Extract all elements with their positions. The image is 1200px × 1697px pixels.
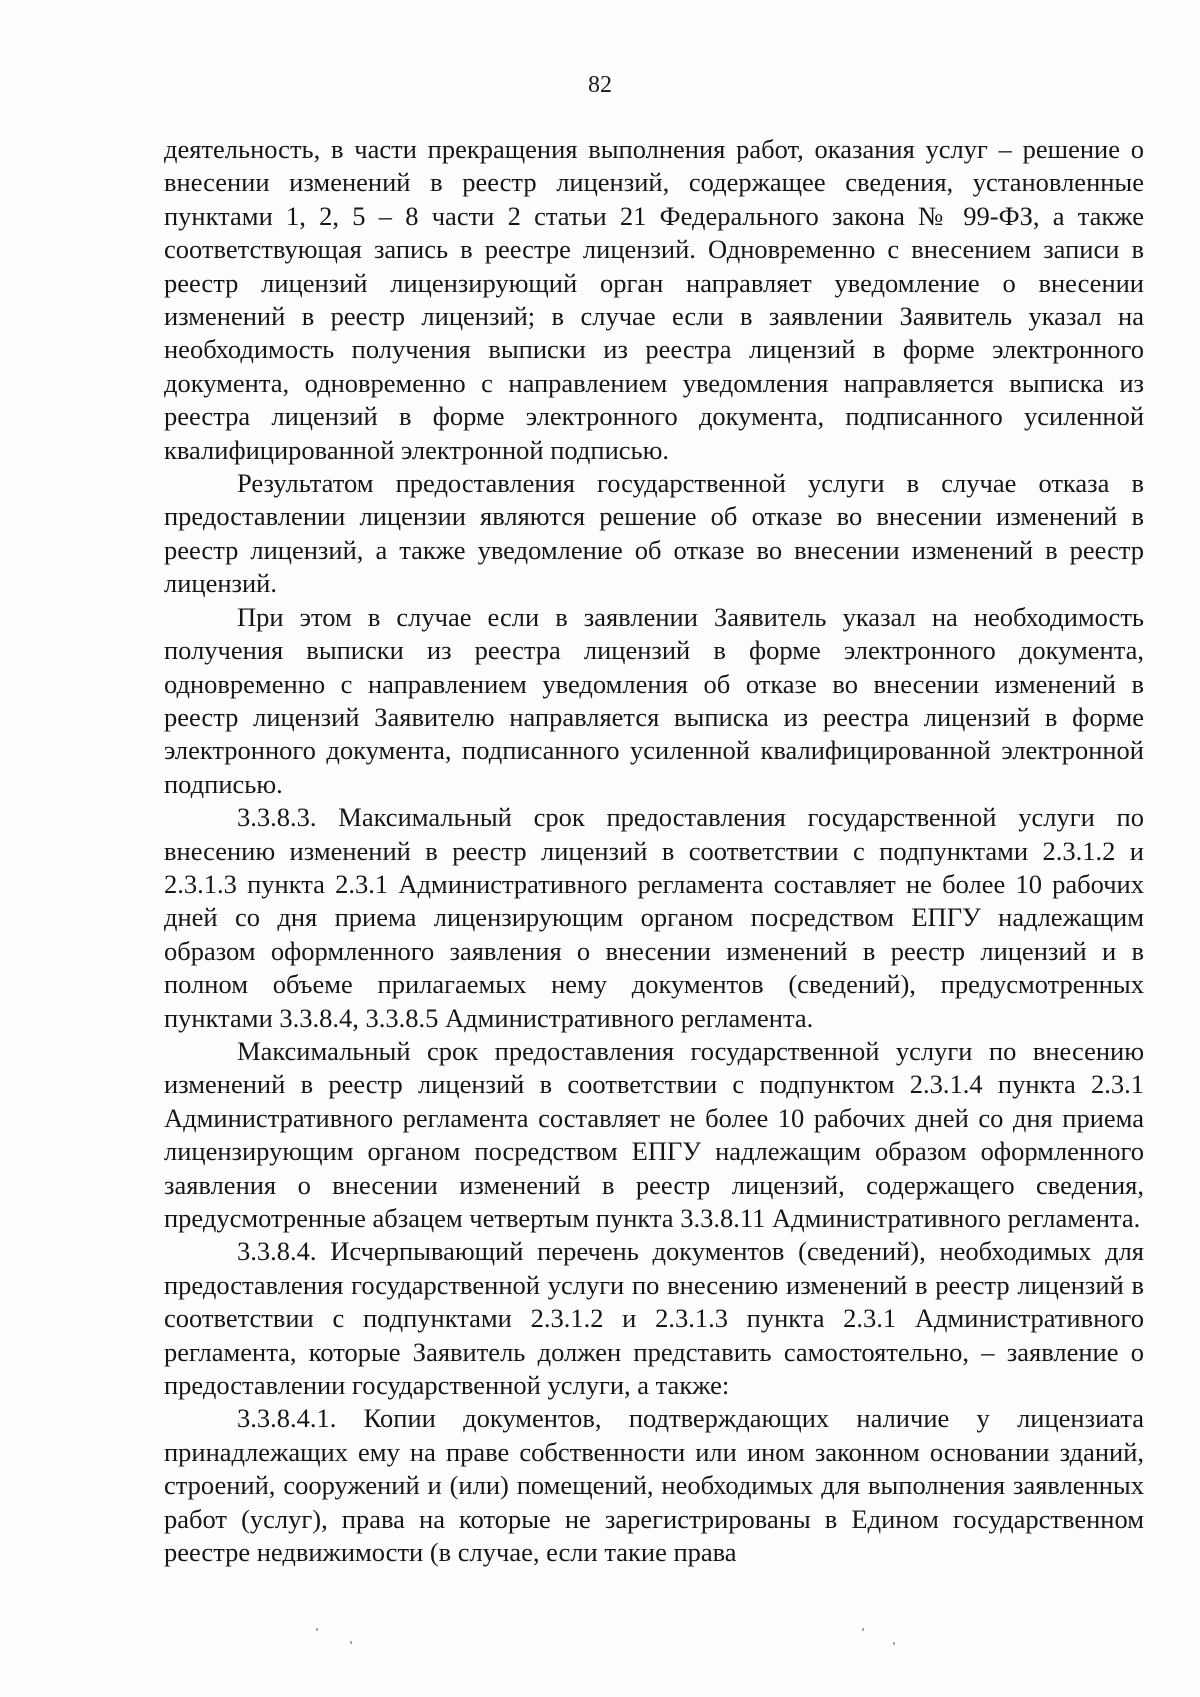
paragraph-1: деятельность, в части прекращения выполнения работ, оказания услуг – решение о внесении изменений в реестр лицензий, содержащее сведения, установленные пунктами 1, 2, 5 – 8 части 2 статьи 21 Федерального закона № 99-ФЗ, а также соответствующая запись в реестре лицензий. Одновременно с внесением записи в реестр лицензий лицензирующий орган направляет уведомление о внесении изменений в реестр лицензий; в случае если в заявлении Заявитель указал на необходимость получения выписки из реестра лицензий в форме электронного документа, одновременно с направлением уведомления направляется выписка из реестра лицензий в форме электронного документа, подписанного усиленной квалифицированной электронной подписью. [164,134,1144,465]
scan-speck [862,1628,864,1631]
scan-speck [350,1641,352,1644]
paragraph-7: 3.3.8.4.1. Копии документов, подтверждающих наличие у лицензиата принадлежащих ему на праве собственности или ином законном основании зданий, строений, сооружений и (или) помещений, необходимых для выполнения заявленных работ (услуг), права на которые не зарегистрированы в Едином государственном реестре недвижимости (в случае, если такие права [164,1403,1144,1568]
scan-speck [316,1628,318,1631]
paragraph-4: 3.3.8.3. Максимальный срок предоставления государственной услуги по внесению изменений в реестр лицензий в соответствии с подпунктами 2.3.1.2 и 2.3.1.3 пункта 2.3.1 Административного регламента составляет не более 10 рабочих дней со дня приема лицензирующим органом посредством ЕПГУ надлежащим образом оформленного заявления о внесении изменений в реестр лицензий и в полном объеме прилагаемых нему документов (сведений), предусмотренных пунктами 3.3.8.4, 3.3.8.5 Административного регламента. [164,802,1144,1033]
scan-speck [893,1642,895,1645]
document-body [164,133,1144,1569]
paragraph-6: 3.3.8.4. Исчерпывающий перечень документов (сведений), необходимых для предоставления государственной услуги по внесению изменений в реестр лицензий в соответствии с подпунктами 2.3.1.2 и 2.3.1.3 пункта 2.3.1 Административного регламента, которые Заявитель должен представить самостоятельно, – заявление о предоставлении государственной услуги, а также: [164,1236,1144,1401]
paragraph-5: Максимальный срок предоставления государственной услуги по внесению изменений в реестр лицензий в соответствии с подпунктом 2.3.1.4 пункта 2.3.1 Административного регламента составляет не более 10 рабочих дней со дня приема лицензирующим органом посредством ЕПГУ надлежащим образом оформленного заявления о внесении изменений в реестр лицензий, содержащего сведения, предусмотренные абзацем четвертым пункта 3.3.8.11 Административного регламента. [164,1035,1144,1233]
paragraph-3: При этом в случае если в заявлении Заявитель указал на необходимость получения выписки из реестра лицензий в форме электронного документа, одновременно с направлением уведомления об отказе во внесении изменений в реестр лицензий Заявителю направляется выписка из реестра лицензий в форме электронного документа, подписанного усиленной квалифицированной электронной подписью. [164,601,1144,799]
paragraph-2: Результатом предоставления государственной услуги в случае отказа в предоставлении лицензии являются решение об отказе во внесении изменений в реестр лицензий, а также уведомление об отказе во внесении изменений в реестр лицензий. [164,468,1144,599]
page-number: 82 [588,72,612,98]
